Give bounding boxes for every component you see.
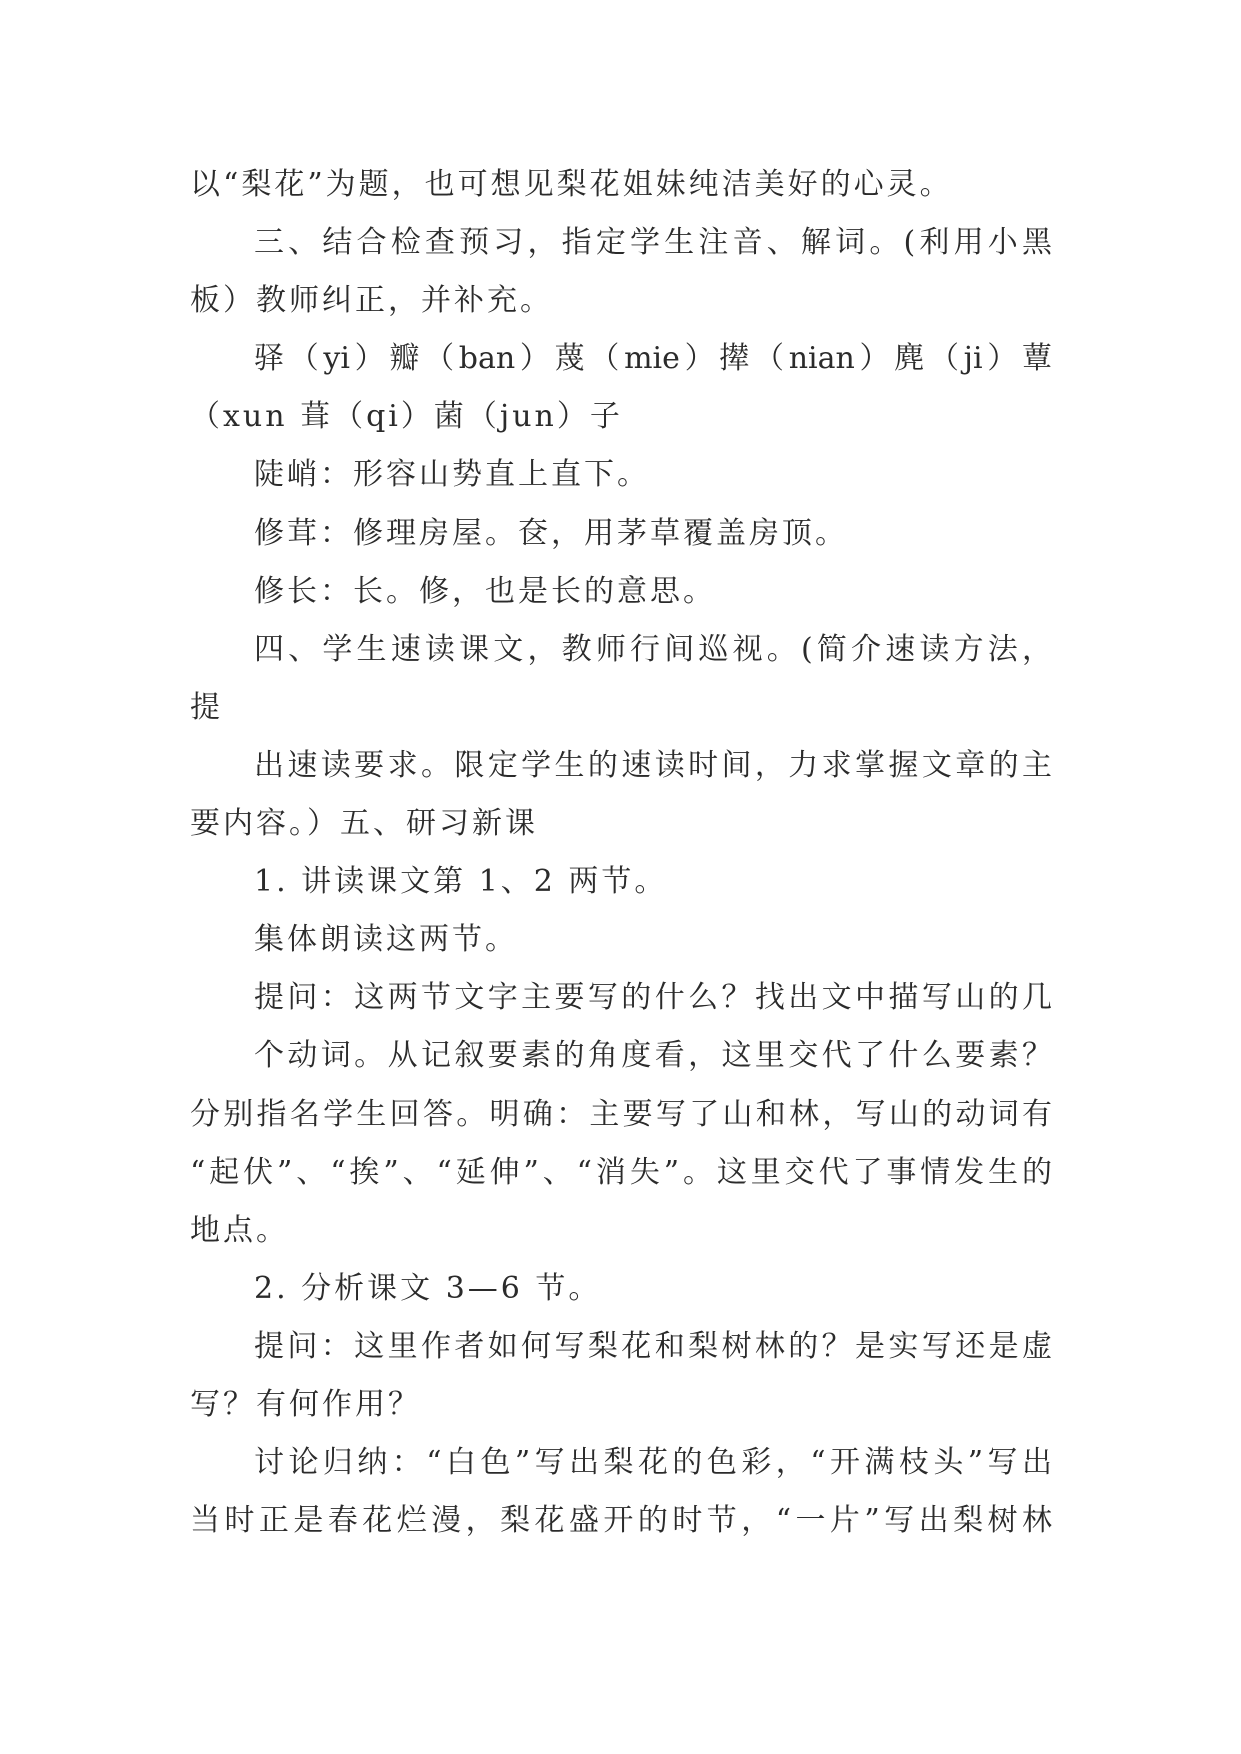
text-line-15: 提问：这两节文字主要写的什么？找出文中描写山的几 bbox=[254, 980, 1052, 1016]
text-line-9: 四、学生速读课文，教师行间巡视。(简介速读方法， bbox=[254, 631, 1052, 667]
text-line-21: 提问：这里作者如何写梨花和梨树林的？是实写还是虚 bbox=[254, 1328, 1052, 1364]
text-line-20: 2. 分析课文 3—6 节。 bbox=[254, 1270, 602, 1306]
text-line-19: 地点。 bbox=[190, 1212, 289, 1248]
text-line-12: 要内容。）五、研习新课 bbox=[190, 806, 538, 842]
document-body bbox=[190, 156, 1052, 1550]
text-line-16: 个动词。从记叙要素的角度看，这里交代了什么要素？ bbox=[254, 1038, 1052, 1074]
text-line-4: 驿（yi）瓣（ban）蔑（mie）撵（nian）麂（ji）蕈 bbox=[254, 341, 1052, 377]
text-line-5: （xun 葺（qi）菌（jun）子 bbox=[190, 399, 623, 435]
text-line-11: 出速读要求。限定学生的速读时间，力求掌握文章的主 bbox=[254, 747, 1052, 783]
text-line-24: 当时正是春花烂漫，梨花盛开的时节，“一片”写出梨树林 bbox=[190, 1503, 1052, 1539]
text-line-1: 以“梨花”为题，也可想见梨花姐妹纯洁美好的心灵。 bbox=[190, 167, 953, 202]
text-line-10: 提 bbox=[190, 689, 223, 725]
text-line-14: 集体朗读这两节。 bbox=[254, 922, 518, 958]
text-line-7: 修茸：修理房屋。奁，用茅草覆盖房顶。 bbox=[254, 515, 848, 551]
text-line-8: 修长：长。修，也是长的意思。 bbox=[254, 573, 716, 609]
text-line-2: 三、结合检查预习，指定学生注音、解词。(利用小黑 bbox=[254, 225, 1052, 261]
text-line-22: 写？有何作用？ bbox=[190, 1386, 421, 1422]
text-line-17: 分别指名学生回答。明确：主要写了山和林，写山的动词有 bbox=[190, 1096, 1052, 1132]
text-line-23: 讨论归纳：“白色”写出梨花的色彩，“开满枝头”写出 bbox=[254, 1445, 1052, 1481]
text-line-18: “起伏”、“挨”、“延伸”、“消失”。这里交代了事情发生的 bbox=[190, 1154, 1052, 1190]
text-line-3: 板）教师纠正，并补充。 bbox=[190, 283, 553, 319]
text-line-6: 陡峭：形容山势直上直下。 bbox=[254, 457, 650, 493]
text-line-13: 1. 讲读课文第 1、2 两节。 bbox=[254, 864, 668, 900]
